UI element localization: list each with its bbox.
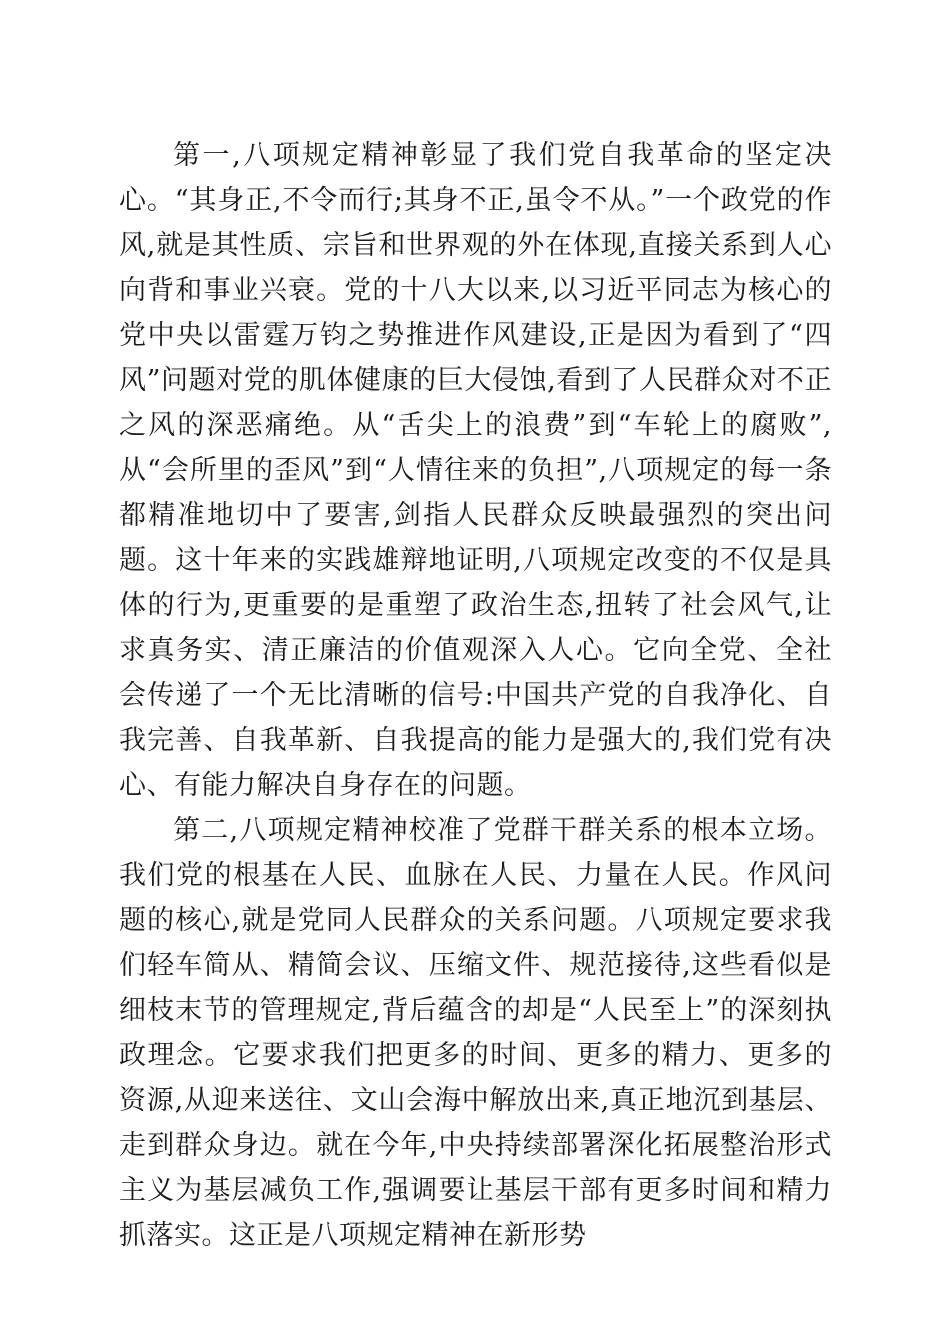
paragraph-2: 第二,八项规定精神校准了党群干群关系的根本立场。我们党的根基在人民、血脉在人民、力量在人民。作风问题的核心,就是党同人民群众的关系问题。八项规定要求我们轻车简从、精简会议、压缩文件、规范接待,这些看似是细枝末节的管理规定,背后蕴含的却是“人民至上”的深刻执政理念。它要求我们把更多的时间、更多的精力、更多的资源,从迎来送往、文山会海中解放出来,真正地沉到基层、走到群众身边。就在今年,中央持续部署深化拓展整治形式主义为基层减负工作,强调要让基层干部有更多时间和精力抓落实。这正是八项规定精神在新形势 [119, 815, 832, 1251]
paragraph-1: 第一,八项规定精神彰显了我们党自我革命的坚定决心。“其身正,不令而行;其身不正,虽令不从。”一个政党的作风,就是其性质、宗旨和世界观的外在体现,直接关系到人心向背和事业兴衰。党的十八大以来,以习近平同志为核心的党中央以雷霆万钧之势推进作风建设,正是因为看到了“四风”问题对党的肌体健康的巨大侵蚀,看到了人民群众对不正之风的深恶痛绝。从“舌尖上的浪费”到“车轮上的腐败”,从“会所里的歪风”到“人情往来的负担”,八项规定的每一条都精准地切中了要害,剑指人民群众反映最强烈的突出问题。这十年来的实践雄辩地证明,八项规定改变的不仅是具体的行为,更重要的是重塑了政治生态,扭转了社会风气,让求真务实、清正廉洁的价值观深入人心。它向全党、全社会传递了一个无比清晰的信号:中国共产党的自我净化、自我完善、自我革新、自我提高的能力是强大的,我们党有决心、有能力解决自身存在的问题。 [119, 140, 832, 801]
document-body [119, 133, 832, 1258]
